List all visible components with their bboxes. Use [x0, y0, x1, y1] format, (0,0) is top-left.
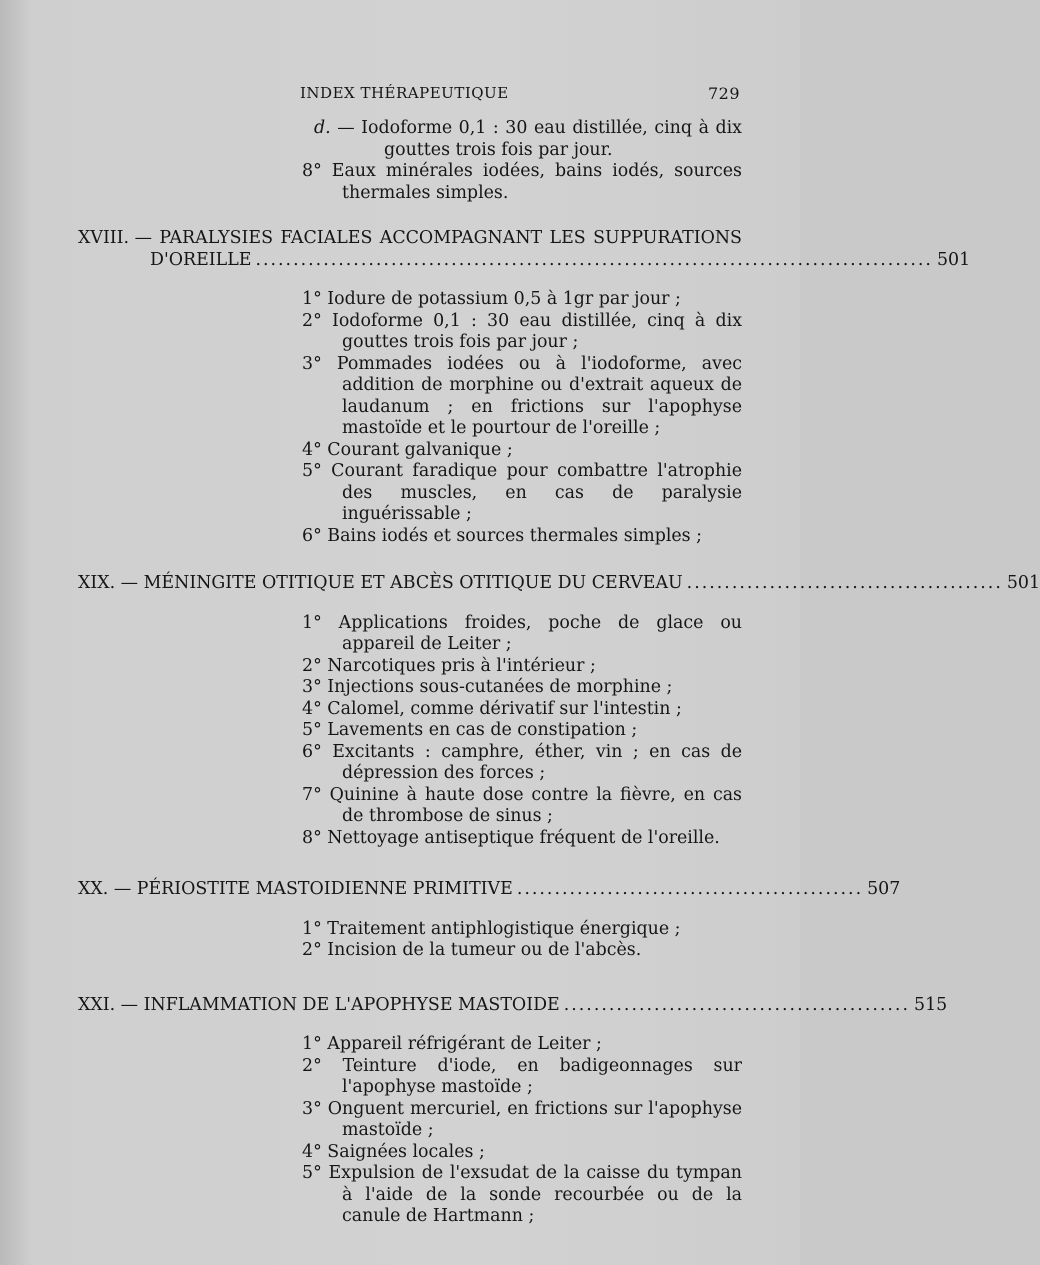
index-content — [78, 118, 1040, 1228]
list-item: 1° Applications froides, poche de glace ou appareil de Leiter ; — [302, 612, 742, 654]
list-item: 3° Injections sous-cutanées de morphine ; — [302, 677, 673, 697]
leader-dots: .......................................................................................... — [255, 249, 933, 270]
section-xix — [78, 573, 1040, 849]
list-item: 2° Narcotiques pris à l'intérieur ; — [302, 655, 596, 676]
section-roman: XIX. — — [78, 573, 139, 593]
section-heading: XVIII. — PARALYSIES FACIALES ACCOMPAGNANT LES SUPPURATIONS — [78, 228, 742, 248]
section-heading — [78, 573, 1040, 595]
continued-item-8: 8° Eaux minérales iodées, bains iodés, sources thermales simples. — [302, 161, 742, 203]
list-item: 3° Pommades iodées ou à l'iodoforme, avec addition de morphine ou d'extrait aqueux de laudanum ; en frictions sur l'apophyse mastoïde et le pourtour de l'oreille ; — [302, 353, 742, 438]
section-xx — [78, 879, 901, 962]
section-heading-cont: D'OREILLE .......................................................................................... 501 — [150, 249, 971, 270]
list-item: 2° Incision de la tumeur ou de l'abcès. — [302, 940, 642, 960]
running-header — [0, 84, 800, 108]
list-item: 5° Courant faradique pour combattre l'atrophie des muscles, en cas de paralysie inguérissable ; — [302, 461, 742, 524]
section-title: PÉRIOSTITE MASTOIDIENNE PRIMITIVE — [136, 879, 513, 899]
section-roman: XX. — — [78, 879, 132, 899]
section-xxi — [78, 994, 948, 1228]
treatment-list — [78, 289, 742, 547]
list-item: 2° Iodoforme 0,1 : 30 eau distillée, cinq à dix gouttes trois fois par jour ; — [302, 310, 742, 352]
section-title: INFLAMMATION DE L'APOPHYSE MASTOIDE — [143, 994, 560, 1015]
leader-dots: .......................................... — [686, 573, 1003, 593]
page-number: 729 — [708, 84, 741, 103]
section-roman: XXI. — — [78, 994, 139, 1015]
section-heading — [78, 879, 901, 901]
list-item: 1° Appareil réfrigérant de Leiter ; — [302, 1034, 602, 1054]
list-item: 3° Onguent mercuriel, en frictions sur l'apophyse mastoïde ; — [302, 1098, 742, 1140]
section-page: 507 — [867, 879, 901, 899]
list-item: 6° Bains iodés et sources thermales simples ; — [302, 525, 702, 546]
section-title: MÉNINGITE OTITIQUE ET ABCÈS OTITIQUE DU CERVEAU — [143, 573, 683, 593]
list-item: 5° Lavements en cas de constipation ; — [302, 720, 638, 740]
section-page: 501 — [936, 249, 971, 270]
running-title: INDEX THÉRAPEUTIQUE — [300, 84, 509, 102]
list-item: 6° Excitants : camphre, éther, vin ; en cas de dépression des forces ; — [302, 741, 742, 783]
list-item: 8° Nettoyage antiseptique fréquent de l'oreille. — [302, 827, 720, 848]
list-item: 4° Courant galvanique ; — [302, 439, 513, 460]
section-xviii — [78, 228, 971, 547]
section-roman: XVIII. — — [78, 228, 152, 248]
list-item: 5° Expulsion de l'exsudat de la caisse du tympan à l'aide de la sonde recourbée ou de la canule de Hartmann ; — [302, 1163, 742, 1226]
leader-dots: .............................................. — [563, 994, 910, 1015]
list-item: 1° Iodure de potassium 0,5 à 1gr par jour ; — [302, 289, 681, 309]
list-item: 1° Traitement antiphlogistique énergique ; — [302, 918, 681, 939]
treatment-list — [78, 1034, 742, 1228]
continued-item-d: d. — Iodoforme 0,1 : 30 eau distillée, cinq à dix gouttes trois fois par jour. — [314, 118, 742, 160]
leader-dots: .............................................. — [516, 879, 864, 899]
section-page: 501 — [1006, 573, 1040, 593]
section-heading — [78, 994, 948, 1017]
list-item: 7° Quinine à haute dose contre la fièvre, en cas de thrombose de sinus ; — [302, 784, 742, 826]
list-item: 2° Teinture d'iode, en badigeonnages sur l'apophyse mastoïde ; — [302, 1055, 742, 1097]
treatment-list — [78, 919, 742, 962]
list-item: 4° Saignées locales ; — [302, 1141, 485, 1162]
list-item: 4° Calomel, comme dérivatif sur l'intestin ; — [302, 698, 682, 719]
section-page: 515 — [914, 994, 948, 1015]
treatment-list — [78, 613, 742, 850]
